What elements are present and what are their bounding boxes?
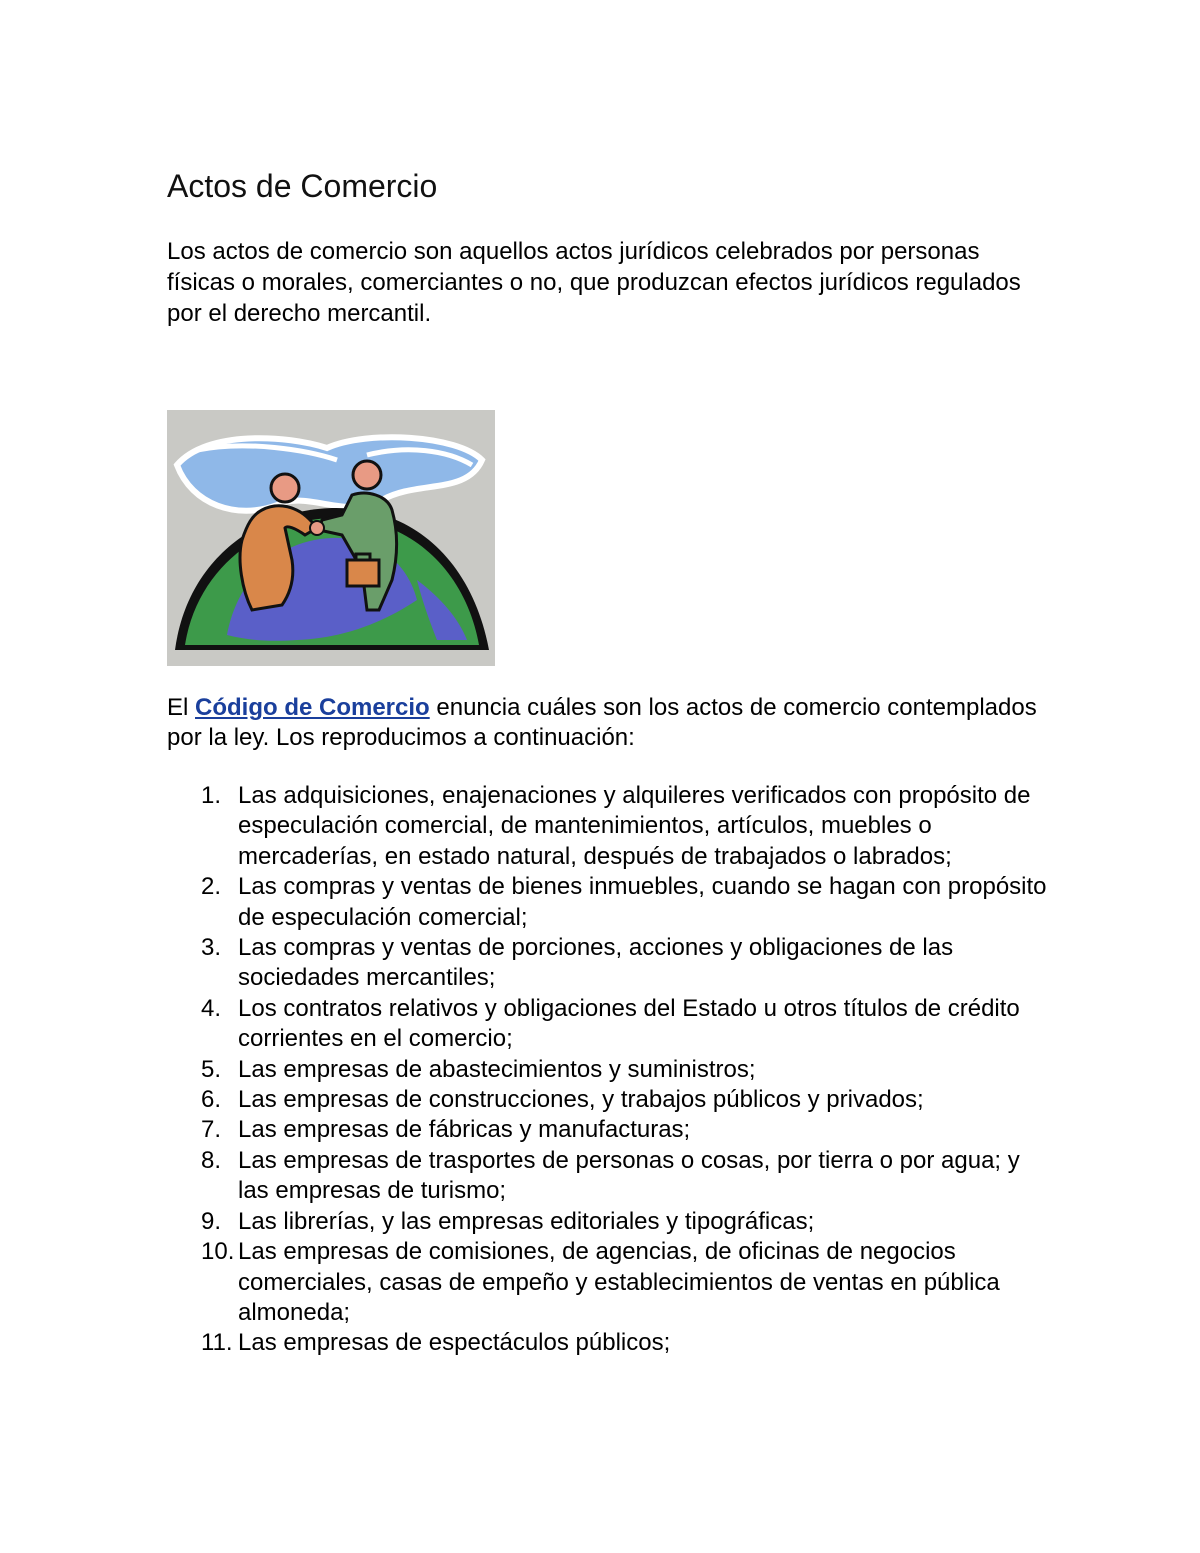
list-item-text: Los contratos relativos y obligaciones del Estado u otros títulos de crédito corrientes en el comercio;	[238, 994, 1020, 1053]
list-item	[167, 781, 1047, 872]
actos-list	[167, 781, 1047, 1359]
list-item	[167, 933, 1047, 994]
list-item-text: Las empresas de abastecimientos y suministros;	[238, 1055, 756, 1083]
list-item-number: 5.	[201, 1055, 222, 1083]
list-item	[167, 1115, 1047, 1145]
list-item	[167, 1085, 1047, 1115]
list-item-text: Las empresas de espectáculos públicos;	[238, 1329, 671, 1357]
list-item-number: 11.	[201, 1329, 233, 1357]
handshake-on-globe-icon	[167, 410, 495, 666]
list-item-number: 9.	[201, 1207, 222, 1235]
list-item	[167, 1237, 1047, 1328]
codigo-de-comercio-link[interactable]: Código de Comercio	[195, 694, 430, 721]
page-title: Actos de Comercio	[167, 168, 438, 204]
list-item	[167, 872, 1047, 933]
list-item-number: 1.	[201, 782, 222, 809]
list-item-text: Las compras y ventas de porciones, acciones y obligaciones de las sociedades mercantiles;	[238, 934, 954, 992]
lead-paragraph	[167, 693, 1047, 753]
list-item-text: Las librerías, y las empresas editoriales y tipográficas;	[238, 1207, 815, 1235]
list-item-number: 2.	[201, 873, 222, 901]
list-item	[167, 1146, 1047, 1207]
list-item-text: Las empresas de comisiones, de agencias, de oficinas de negocios comerciales, casas de empeño y establecimientos de ventas en pública almoneda;	[238, 1238, 1000, 1326]
list-item-text: Las adquisiciones, enajenaciones y alquileres verificados con propósito de especulación comercial, de mantenimientos, artículos, muebles o mercaderías, en estado natural, después de trabajados o labrados;	[238, 782, 1031, 870]
list-item	[167, 1055, 1047, 1085]
list-item-number: 6.	[201, 1086, 222, 1114]
list-item-text: Las empresas de fábricas y manufacturas;	[238, 1116, 691, 1144]
list-item-number: 8.	[201, 1146, 222, 1174]
list-item	[167, 994, 1047, 1055]
intro-paragraph: Los actos de comercio son aquellos actos jurídicos celebrados por personas físicas o morales, comerciantes o no, que produzcan efectos jurídicos regulados por el derecho mercantil.	[167, 238, 1021, 327]
list-item	[167, 1328, 1047, 1358]
lead-prefix: El	[167, 694, 196, 721]
list-item	[167, 1207, 1047, 1237]
list-item-text: Las empresas de trasportes de personas o cosas, por tierra o por agua; y las empresas de turismo;	[238, 1146, 1020, 1205]
list-item-text: Las empresas de construcciones, y trabajos públicos y privados;	[238, 1086, 924, 1114]
list-item-number: 7.	[201, 1116, 222, 1144]
list-item-number: 3.	[201, 934, 222, 962]
lead-suffix: enuncia cuáles son los actos de comercio contemplados por la ley. Los reproducimos a continuación:	[167, 694, 1037, 751]
list-item-text: Las compras y ventas de bienes inmuebles, cuando se hagan con propósito de especulación comercial;	[238, 873, 1047, 931]
list-item-number: 4.	[201, 994, 222, 1022]
list-item-number: 10.	[201, 1238, 235, 1266]
